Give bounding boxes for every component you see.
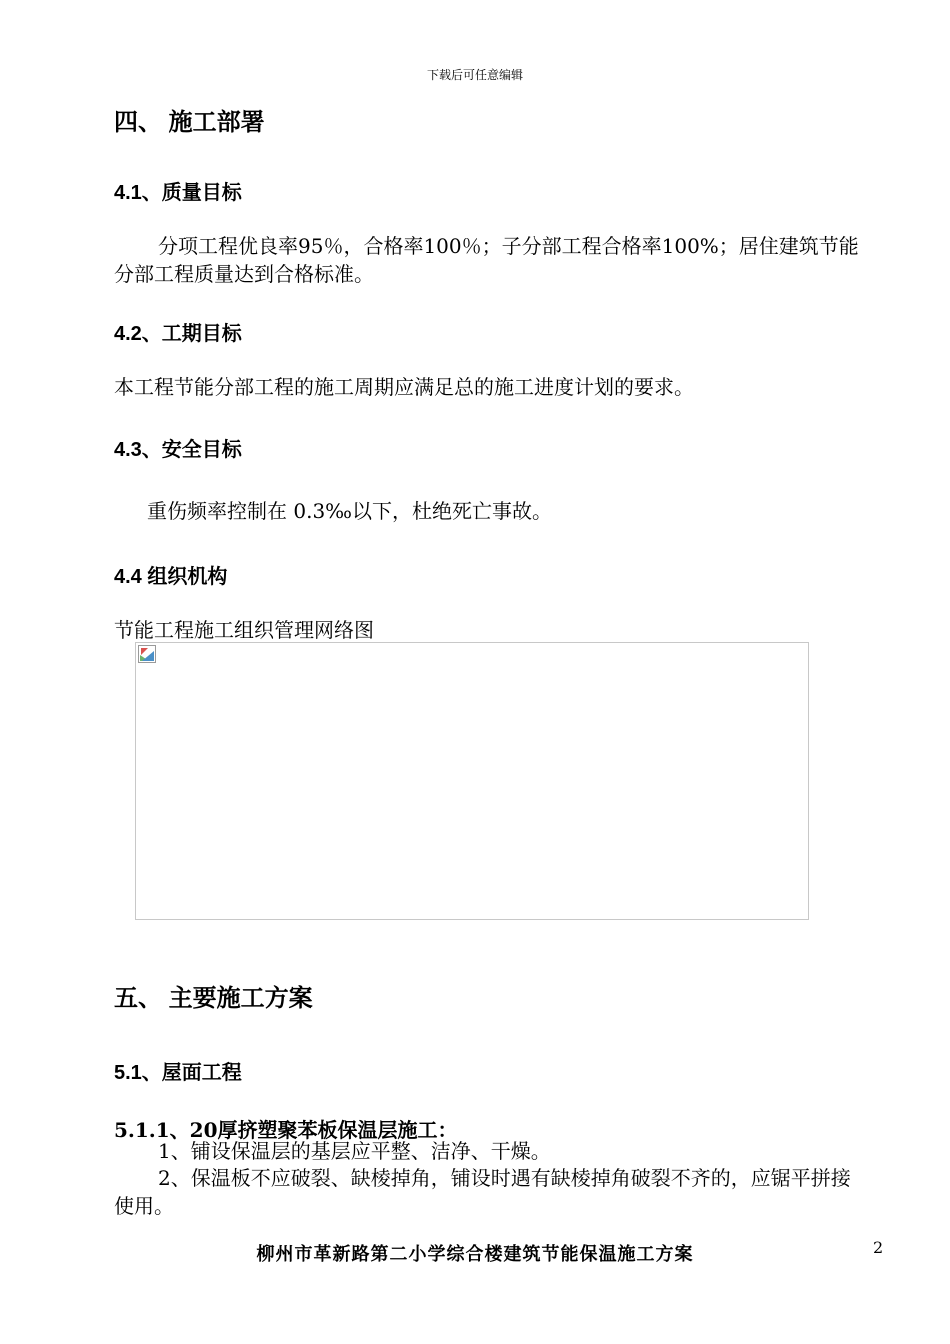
footer-title: 柳州市革新路第二小学综合楼建筑节能保温施工方案	[256, 1244, 694, 1265]
section-5-1-1-item-1: 1、铺设保温层的基层应平整、洁净、干燥。	[158, 1139, 551, 1163]
section-4-1-text: 分项工程优良率95％，合格率100％；子分部工程合格率100%；居住建筑节能分部工程质量达到合格标准。	[114, 234, 859, 286]
page-number: 2	[873, 1238, 884, 1257]
org-chart-image-placeholder	[135, 642, 809, 920]
org-chart-caption: 节能工程施工组织管理网络图	[114, 618, 374, 642]
section-4-3-text: 重伤频率控制在 0.3‰以下，杜绝死亡事故。	[147, 499, 552, 523]
section-4-4-heading: 4.4 组织机构	[114, 566, 228, 588]
section-5-1-1-item-2: 2、保温板不应破裂、缺棱掉角，铺设时遇有缺棱掉角破裂不齐的，应锯平拼接使用。	[114, 1166, 851, 1218]
section-4-2-text: 本工程节能分部工程的施工周期应满足总的施工进度计划的要求。	[114, 375, 694, 399]
section-5-1-1-heading: 5.1.1、20厚挤塑聚苯板保温层施工：	[114, 1118, 458, 1142]
section-4-1-heading: 4.1、质量目标	[114, 182, 242, 204]
section-4-heading: 四、 施工部署	[114, 109, 265, 136]
header-watermark: 下载后可任意编辑	[426, 68, 523, 82]
section-5-heading: 五、 主要施工方案	[114, 985, 313, 1012]
broken-image-icon	[138, 645, 156, 663]
section-4-3-heading: 4.3、安全目标	[114, 439, 242, 461]
section-4-2-heading: 4.2、工期目标	[114, 323, 242, 345]
section-5-1-heading: 5.1、屋面工程	[114, 1062, 242, 1084]
